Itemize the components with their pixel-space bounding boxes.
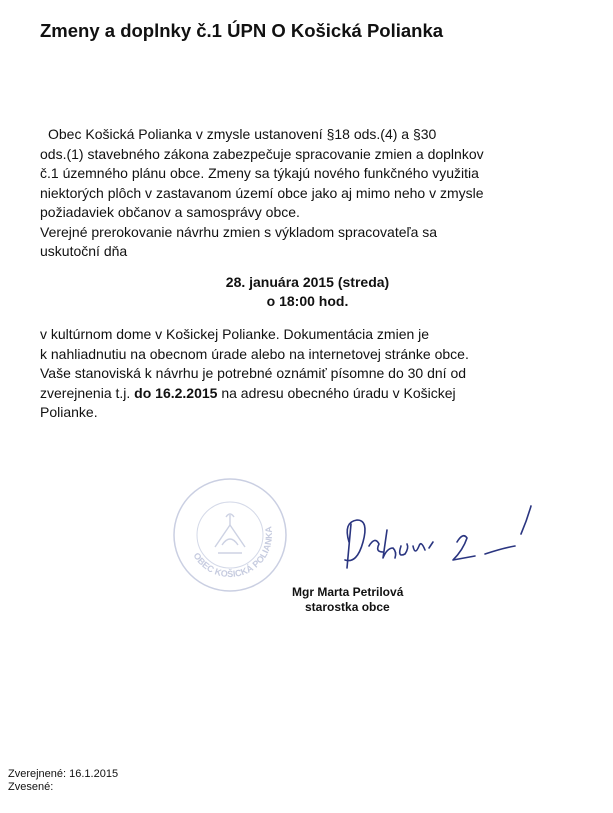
deadline-date: do 16.2.2015	[134, 384, 218, 401]
paragraph-line: niektorých plôch v zastavanom území obce jako aj mimo neho v zmysle	[40, 184, 484, 201]
paragraph-line: Obec Košická Polianka v zmysle ustanovení §18 ods.(4) a §30	[48, 126, 437, 142]
paragraph-line: Verejné prerokovanie návrhu zmien s výkladom spracovateľa sa	[40, 223, 438, 240]
signatory-name: Mgr Marta Petrilová	[292, 585, 404, 599]
event-date: 28. januára 2015 (streda)	[225, 274, 390, 290]
removed-date: Zvesené:	[8, 781, 54, 793]
paragraph-line: č.1 územného plánu obce. Zmeny sa týkajú nového funkčného využitia	[40, 165, 479, 181]
municipal-stamp	[170, 475, 290, 595]
paragraph-line: Polianke.	[40, 404, 98, 420]
paragraph-line: k nahliadnutiu na obecnom úrade alebo na internetovej stránke obce.	[40, 345, 469, 362]
deadline-suffix: na adresu obecného úradu v Košickej	[221, 384, 456, 401]
stamp-text: OBEC KOŠICKÁ POLIANKA	[191, 525, 275, 580]
announcement-paragraph	[40, 125, 575, 262]
paragraph-line: Vaše stanoviská k návrhu je potrebné oznámiť písomne do 30 dní od	[40, 365, 467, 381]
signatory-role: starostka obce	[305, 600, 390, 614]
posting-dates	[8, 768, 118, 794]
event-time: o 18:00 hod.	[266, 293, 349, 309]
stamp-emblem	[215, 514, 245, 553]
details-paragraph	[40, 325, 575, 423]
paragraph-line: uskutoční dňa	[40, 243, 128, 259]
signatory	[292, 585, 403, 615]
paragraph-line: v kultúrnom dome v Košickej Polianke. Dokumentácia zmien je	[40, 326, 430, 342]
deadline-prefix: zverejnenia t.j.	[40, 384, 131, 401]
signature	[335, 502, 545, 582]
paragraph-line: ods.(1) stavebného zákona zabezpečuje spracovanie zmien a doplnkov	[40, 145, 484, 162]
published-date: Zverejnené: 16.1.2015	[8, 768, 119, 780]
paragraph-line: požiadaviek občanov a samosprávy obce.	[40, 204, 300, 220]
paragraph-line	[40, 384, 575, 404]
page-title: Zmeny a doplnky č.1 ÚPN O Košická Polianka	[40, 20, 444, 41]
event-datetime	[40, 273, 575, 311]
svg-text:OBEC KOŠICKÁ POLIANKA	[191, 525, 274, 579]
